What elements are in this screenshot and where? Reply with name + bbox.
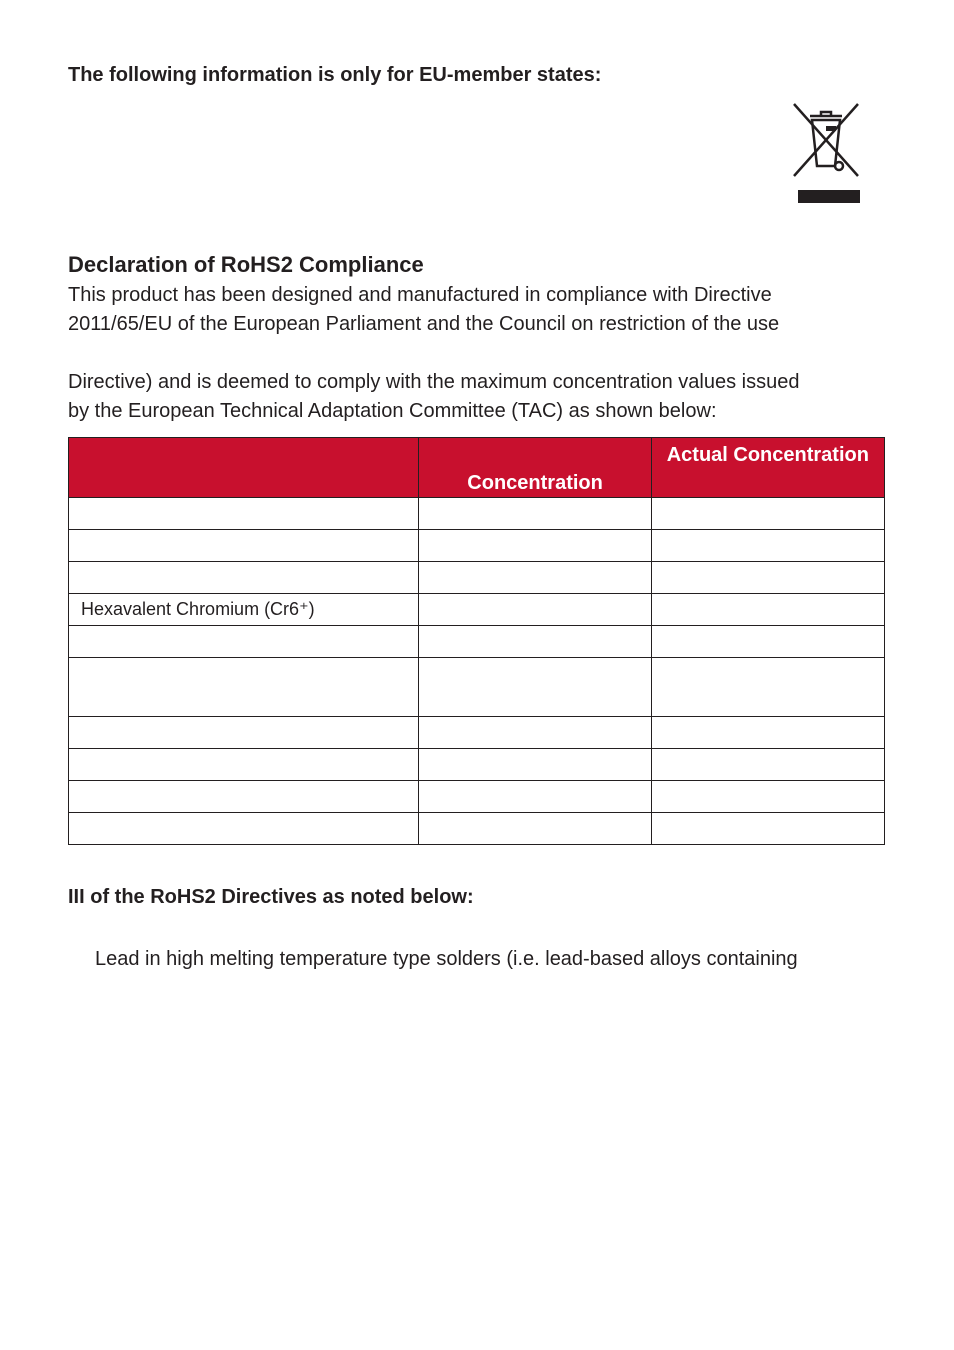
- rohs-paragraph-1: [68, 281, 898, 339]
- paragraph-line: This product has been designed and manufactured in compliance with Directive: [68, 284, 772, 306]
- table-cell: [69, 749, 419, 781]
- table-row: [69, 781, 885, 813]
- table-cell: [651, 626, 884, 658]
- table-cell: [69, 498, 419, 530]
- table-cell: [651, 781, 884, 813]
- table-cell: [69, 530, 419, 562]
- table-cell: [651, 594, 884, 626]
- table-row: [69, 749, 885, 781]
- table-cell: [651, 562, 884, 594]
- table-row: [69, 626, 885, 658]
- table-cell: [69, 717, 419, 749]
- table-cell: [419, 594, 651, 626]
- table-row: [69, 562, 885, 594]
- concentration-table: [68, 437, 885, 845]
- eu-heading: The following information is only for EU-member states:: [68, 64, 602, 86]
- paragraph-line: by the European Technical Adaptation Committee (TAC) as shown below:: [68, 400, 717, 422]
- table-cell: [651, 658, 884, 717]
- crossed-out-wheelie-bin-icon: [790, 100, 862, 208]
- table-cell: [651, 530, 884, 562]
- header-substance: [69, 438, 419, 498]
- table-cell: Hexavalent Chromium (Cr6⁺): [69, 594, 419, 626]
- paragraph-line: 2011/65/EU of the European Parliament and the Council on restriction of the use: [68, 313, 780, 335]
- table-row: [69, 498, 885, 530]
- rohs-title: Declaration of RoHS2 Compliance: [68, 252, 424, 277]
- table-cell: [651, 498, 884, 530]
- lead-exemption-text: Lead in high melting temperature type solders (i.e. lead-based alloys containing: [95, 948, 798, 970]
- rohs-paragraph-2: [68, 368, 898, 426]
- table-cell: [419, 498, 651, 530]
- table-cell: [651, 813, 884, 845]
- table-cell: [419, 781, 651, 813]
- table-cell: [419, 717, 651, 749]
- paragraph-line: Directive) and is deemed to comply with the maximum concentration values issued: [68, 371, 800, 393]
- table-cell: [651, 717, 884, 749]
- table-row: [69, 813, 885, 845]
- table-cell: [69, 781, 419, 813]
- table-cell: [419, 813, 651, 845]
- table-cell: [69, 813, 419, 845]
- exemptions-heading: III of the RoHS2 Directives as noted below:: [68, 886, 474, 908]
- header-actual-concentration: Actual Concentration: [651, 438, 884, 498]
- table-cell: [419, 749, 651, 781]
- table-cell: [69, 562, 419, 594]
- table-row: [69, 530, 885, 562]
- table-cell: [419, 626, 651, 658]
- table-cell: [419, 658, 651, 717]
- header-concentration: Concentration: [419, 438, 651, 498]
- table-cell: [69, 626, 419, 658]
- table-cell: [651, 749, 884, 781]
- table-cell: [419, 562, 651, 594]
- table-cell: [419, 530, 651, 562]
- table-header-row: [69, 438, 885, 498]
- table-cell: [69, 658, 419, 717]
- table-row: [69, 717, 885, 749]
- table-row: [69, 594, 885, 626]
- table-row: [69, 658, 885, 717]
